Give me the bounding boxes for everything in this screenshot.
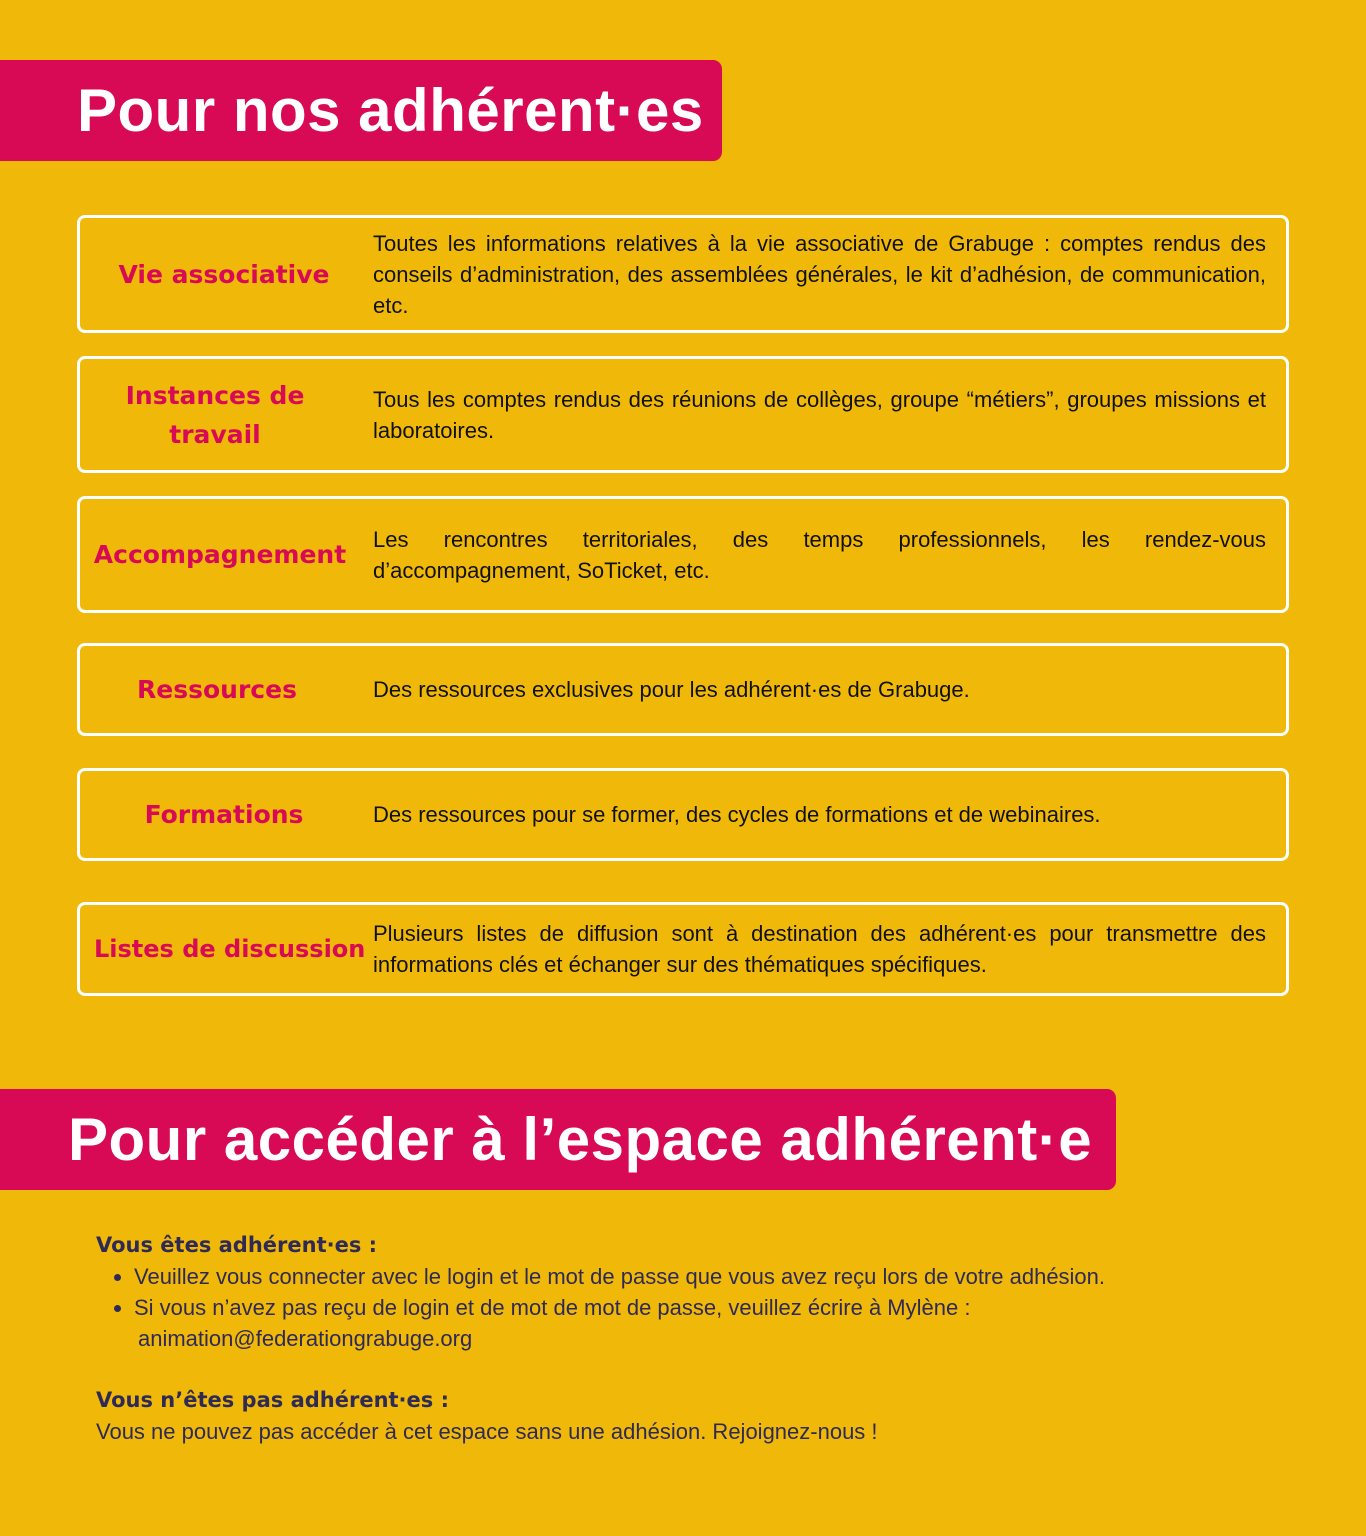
members-heading: Vous êtes adhérent·es :	[96, 1233, 378, 1257]
card-label: Listes de discussion	[94, 934, 366, 963]
email-link[interactable]: animation@federationgrabuge.org	[138, 1326, 473, 1351]
list-item-text: Veuillez vous connecter avec le login et le mot de passe que vous avez reçu lors de votre adhésion.	[134, 1264, 1106, 1289]
card-label: Instances de travail	[125, 380, 305, 449]
nonmembers-heading: Vous n’êtes pas adhérent·es :	[96, 1388, 449, 1412]
members-list	[96, 1261, 1296, 1354]
card-vie-associative[interactable]	[77, 215, 1289, 333]
card-label: Accompagnement	[93, 540, 347, 569]
card-label: Formations	[144, 800, 304, 829]
card-accompagnement[interactable]	[77, 496, 1289, 613]
section-title: Pour nos adhérent·es	[77, 77, 704, 144]
card-instances-de-travail[interactable]	[77, 356, 1289, 473]
card-formations[interactable]	[77, 768, 1289, 861]
access-info	[96, 1230, 1296, 1447]
section-title: Pour accéder à l’espace adhérent·e	[68, 1106, 1093, 1173]
card-ressources[interactable]	[77, 643, 1289, 736]
card-description: Des ressources pour se former, des cycles de formations et de webinaires.	[373, 802, 1101, 827]
nonmembers-text: Vous ne pouvez pas accéder à cet espace sans une adhésion. Rejoignez-nous !	[96, 1419, 878, 1444]
card-listes-de-discussion[interactable]	[77, 902, 1289, 996]
section-title-banner	[0, 60, 722, 161]
card-label: Ressources	[137, 675, 297, 704]
card-description: Plusieurs listes de diffusion sont à destination des adhérent·es pour transmettre des informations clés et échanger sur des thématiques spécifiques.	[373, 921, 1266, 977]
list-item	[134, 1292, 1296, 1354]
card-description: Tous les comptes rendus des réunions de collèges, groupe “métiers”, groupes missions et laboratoires.	[373, 386, 1266, 443]
section-title-banner	[0, 1089, 1116, 1190]
card-description: Des ressources exclusives pour les adhérent·es de Grabuge.	[373, 677, 970, 702]
card-description: Toutes les informations relatives à la vie associative de Grabuge : comptes rendus des conseils d’administration, des assemblées générales, le kit d’adhésion, de communication, etc.	[373, 230, 1266, 318]
list-item-text: Si vous n’avez pas reçu de login et de mot de mot de passe, veuillez écrire à Mylène :	[134, 1295, 971, 1320]
card-label: Vie associative	[118, 259, 330, 289]
list-item	[134, 1261, 1296, 1292]
card-description: Les rencontres territoriales, des temps professionnels, les rendez-vous d’accompagnement, SoTicket, etc.	[373, 526, 1266, 583]
